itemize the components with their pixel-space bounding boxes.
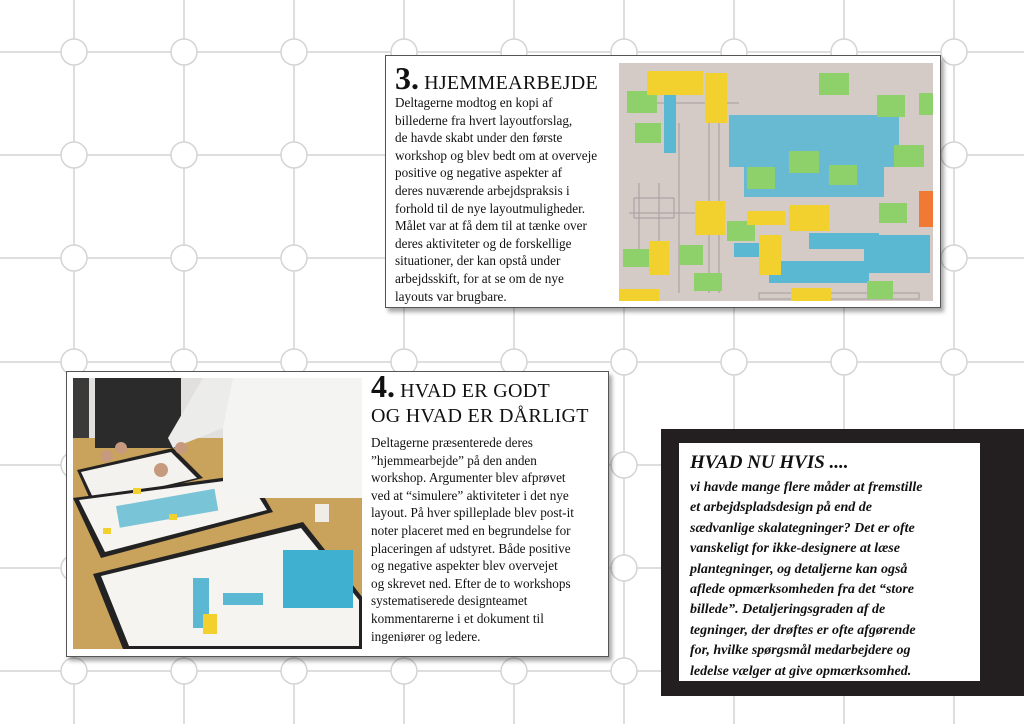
what-if-line: sædvanlige skalategninger? Det er ofte [690,520,915,536]
what-if-line: tegninger, der drøftes er ofte afgørende [690,622,916,638]
grid-circle [281,245,307,271]
section-3-line: arbejdsskift, for at se om de nye [395,270,564,286]
section-3-line: billederne fra hvert layoutforslag, [395,112,573,128]
grid-circle [281,142,307,168]
grid-circle [611,452,637,478]
grid-circle [171,658,197,684]
section-4-line: workshop. Argumenter blev afprøvet [371,470,566,486]
section-4-card [66,368,609,657]
what-if-line: for, hvilke spørgsmål medarbejdere og [690,643,911,659]
section-3-line: Deltagerne modtog en kopi af [395,95,553,110]
section-4-heading-line1: HVAD ER GODT [400,380,550,402]
section-4-line: noter placeret med en begrundelse for [371,522,571,538]
grid-circle [391,658,417,684]
grid-circle [281,39,307,65]
section-4-line: placeringen af udstyret. Både positive [371,540,571,556]
grid-circle [611,658,637,684]
grid-circle [171,245,197,271]
section-3-line: workshop og blev bedt om at overveje [395,147,598,163]
grid-circle [61,142,87,168]
section-4-line: ved at “simulere” aktiviteter i det nye [371,487,569,503]
what-if-line: vanskeligt for ikke-designere at læse [690,541,900,557]
what-if-line: billede”. Detaljeringsgraden af de [690,602,886,618]
what-if-box [679,443,980,681]
section-3-line: deres nuværende arbejdspraksis i [395,182,570,198]
what-if-line: et arbejdspladsdesign på end de [690,500,872,516]
section-4-line: ”hjemmearbejde” på den anden [371,452,537,468]
what-if-body [690,478,923,682]
grid-circle [941,142,967,168]
section-4-line: layout. På hver spilleplade blev post-it [371,505,574,521]
grid-circle [61,658,87,684]
section-3-number: 3. [395,60,419,96]
grid-circle [941,39,967,65]
section-3-line: Målet var at få dem til at tænke over [395,218,587,234]
section-4-number: 4. [371,368,395,404]
grid-circle [831,349,857,375]
grid-circle [501,658,527,684]
grid-circle [171,39,197,65]
section-4-line: og negative aspekter blev overvejet [371,558,558,574]
section-3-body [395,94,597,305]
layout-postit-photo [619,63,933,301]
section-3-line: de havde skabt under den første [395,130,563,146]
grid-circle [721,349,747,375]
grid-circle [941,245,967,271]
section-3-line: forhold til de nye layoutmuligheder. [395,200,586,216]
section-4-line: ingeniører og ledere. [371,628,481,644]
section-3-line: layouts var brugbare. [395,288,507,304]
section-4-body [371,434,574,645]
section-3-line: positive og negative aspekter af [395,165,562,181]
grid-circle [171,142,197,168]
section-3-line: deres aktiviteter og de forskellige [395,235,572,251]
section-3-heading: HJEMMEARBEJDE [424,72,599,94]
what-if-line: plantegninger, og detaljerne kan også [690,561,908,577]
grid-circle [611,555,637,581]
section-4-title [371,368,589,429]
what-if-heading: HVAD NU HVIS .... [690,452,849,473]
section-4-line: kommentarerne i et dokument til [371,610,544,626]
section-4-line: og skrevet ned. Efter de to workshops [371,575,571,591]
section-3-title [395,60,598,97]
grid-circle [61,39,87,65]
section-3-line: situationer, der kan opstå under [395,253,561,269]
grid-circle [61,245,87,271]
section-3-card [385,55,941,308]
section-4-line: Deltagerne præsenterede deres [371,435,533,450]
grid-circle [281,658,307,684]
workshop-photo [73,378,362,649]
section-4-heading-line2: OG HVAD ER DÅRLIGT [371,405,589,427]
grid-circle [611,349,637,375]
grid-circle [941,349,967,375]
what-if-line: vi havde mange flere måder at fremstille [690,480,923,495]
what-if-line: aflede opmærksomheden fra det “store [690,582,914,598]
section-4-line: systematiserede designteamet [371,593,528,609]
what-if-line: ledelse vælger at give opmærksomhed. [690,663,912,679]
